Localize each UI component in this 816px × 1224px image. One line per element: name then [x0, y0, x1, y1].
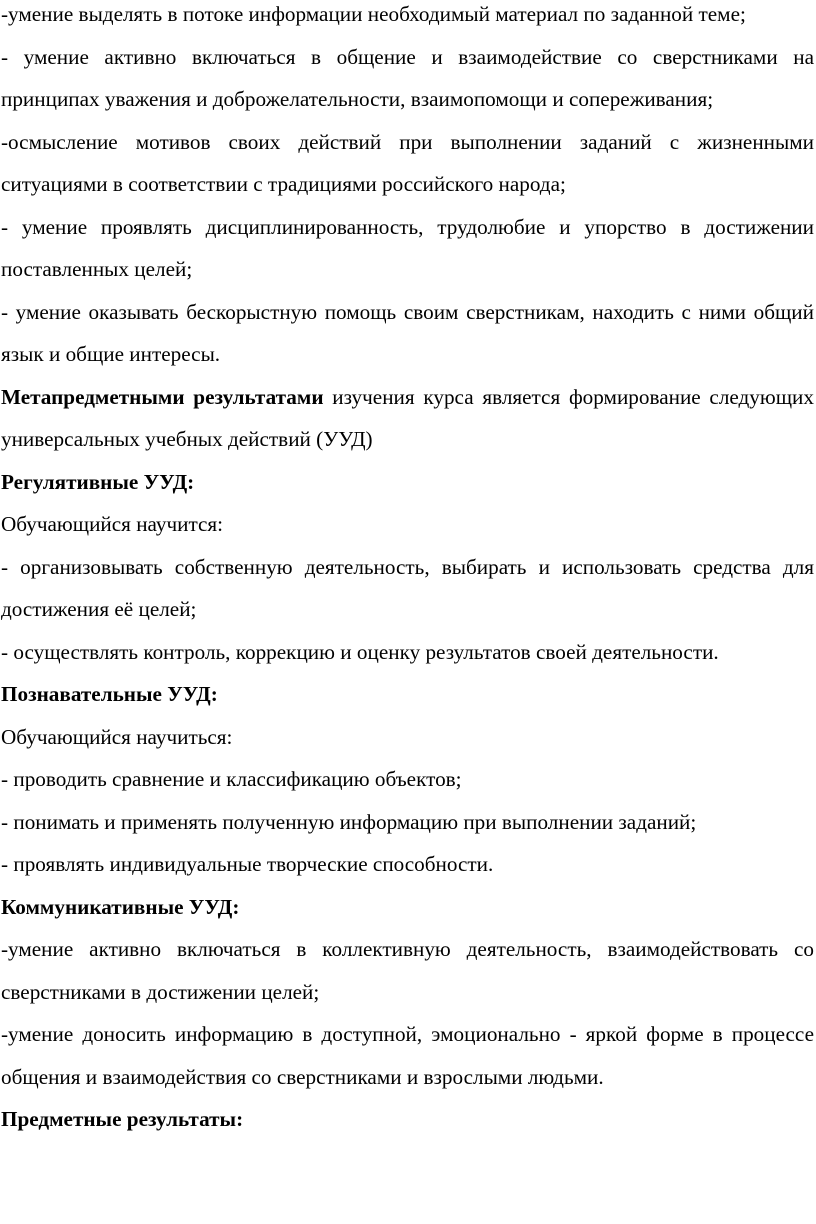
paragraph-creative-abilities: - проявлять индивидуальные творческие способности.: [1, 852, 494, 876]
heading-communicative-uud: Коммуникативные УУД:: [1, 894, 240, 919]
paragraph-metasubject-results: [1, 376, 814, 461]
paragraph-learner-will-learn-1: Обучающийся научится:: [1, 512, 224, 536]
heading-regulatory-uud: Регулятивные УУД:: [1, 469, 195, 494]
paragraph-discipline: - умение проявлять дисциплинированность, трудолюбие и упорство в достижении поставленных целей;: [1, 214, 814, 281]
metasubject-results-term: Метапредметными результатами: [1, 384, 324, 409]
metasubject-results-text: изучения курса является формирование следующих универсальных учебных действий (УУД): [1, 384, 814, 451]
paragraph-motives: -осмысление мотивов своих действий при выполнении заданий с жизненными ситуациями в соответствии с традициями российского народа;: [1, 129, 814, 196]
paragraph-help-peers: - умение оказывать бескорыстную помощь своим сверстникам, находить с ними общий язык и общие интересы.: [1, 299, 814, 366]
paragraph-collective-activity: -умение активно включаться в коллективную деятельность, взаимодействовать со сверстниками в достижении целей;: [1, 937, 814, 1004]
paragraph-communication: - умение активно включаться в общение и взаимодействие со сверстниками на принципах уважения и доброжелательности, взаимопомощи и сопереживания;: [1, 44, 814, 111]
paragraph-material-selection: -умение выделять в потоке информации необходимый материал по заданной теме;: [1, 2, 746, 26]
paragraph-convey-information: -умение доносить информацию в доступной, эмоционально - яркой форме в процессе общения и взаимодействия со сверстниками и взрослыми людьми.: [1, 1022, 814, 1089]
heading-subject-results: Предметные результаты:: [1, 1107, 244, 1131]
paragraph-learner-will-learn-2: Обучающийся научиться:: [1, 724, 233, 749]
heading-cognitive-uud: Познавательные УУД:: [1, 682, 218, 706]
paragraph-control-evaluation: - осуществлять контроль, коррекцию и оценку результатов своей деятельности.: [1, 639, 719, 664]
paragraph-comparison-classification: - проводить сравнение и классификацию объектов;: [1, 767, 462, 791]
paragraph-organize-activity: - организовывать собственную деятельность, выбирать и использовать средства для достижения её целей;: [1, 554, 814, 621]
paragraph-apply-information: - понимать и применять полученную информацию при выполнении заданий;: [1, 809, 697, 834]
